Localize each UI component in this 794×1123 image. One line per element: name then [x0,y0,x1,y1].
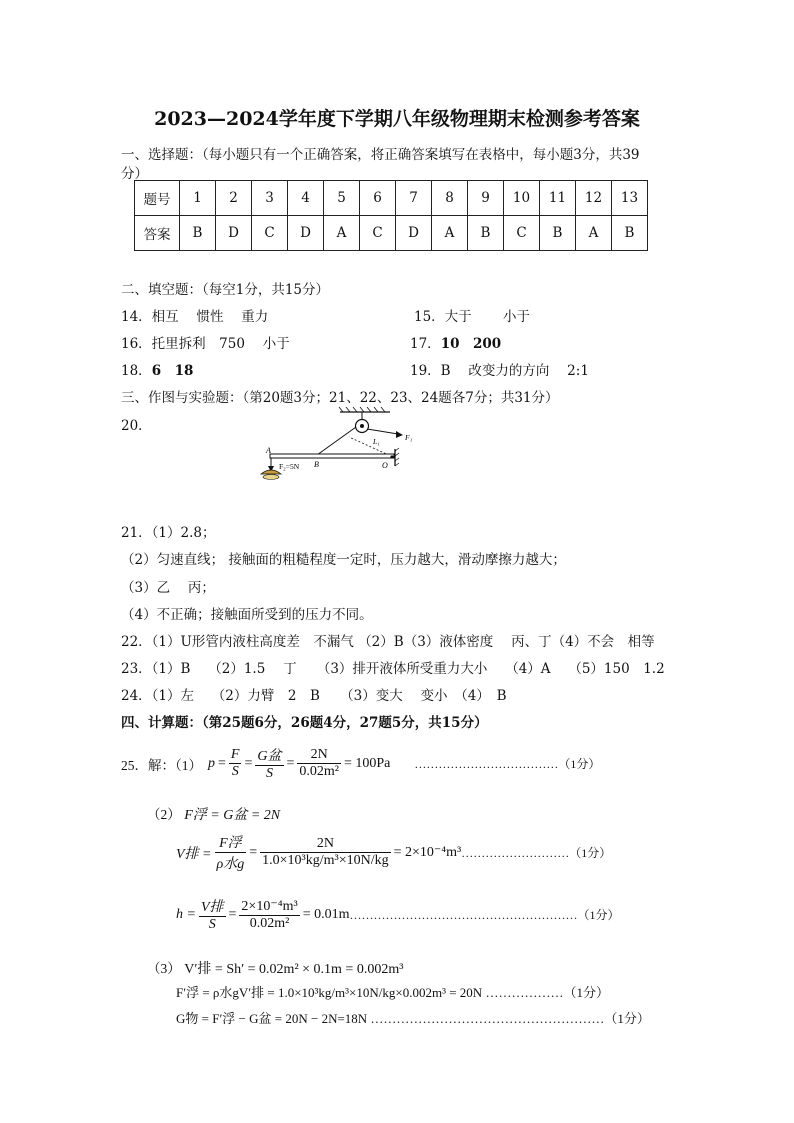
table-cell: 5 [324,181,360,216]
section-1-heading: 一、选择题：（每小题只有一个正确答案，将正确答案填写在表格中，每小题3分，共39 [121,147,640,163]
p2b-result: = 2×10⁻⁴m³ [393,845,462,860]
table-cell: 1 [180,181,216,216]
table-cell: 7 [396,181,432,216]
table-cell: B [540,216,576,251]
part3-label: （3） [147,961,181,976]
p2b-frac-values: $\frac{2N}{\text{1.0×10³kg/m³×10N/kg}}$ [262,836,389,868]
q18-answer: 6 18 [151,363,194,379]
table-cell: B [180,216,216,251]
table-cell: 8 [432,181,468,216]
section-4-heading: 四、计算题：（第25题6分，26题4分，27题5分，共15分） [121,715,488,731]
p2c-lhs: h = [176,906,196,922]
q17-number: 17． [410,336,441,352]
table-cell: C [504,216,540,251]
table-cell: 9 [468,181,504,216]
table-cell: D [216,216,252,251]
answer-q20: 20． [121,418,152,434]
answer-q21-2: （2）匀速直线； 接触面的粗糙程度一定时，压力越大，滑动摩擦力越大； [121,552,566,568]
p2c-frac-values: $\frac{\text{2×10⁻⁴m³}}{\text{0.02m²}}$ [241,898,298,931]
table-row-answers [135,216,648,251]
table-cell: A [576,216,612,251]
answer-q15: 15．大于 小于 [414,309,530,325]
answer-q17 [410,332,501,352]
answer-q21-1: 21．（1）2.8； [121,525,216,541]
p1-score: ………………………………（1分） [414,757,601,771]
answer-q21-3: （3）乙 丙； [121,580,215,596]
section-2-heading: 二、填空题：（每空1分，共15分） [121,282,330,298]
answer-q21-4: （4）不正确；接触面所受到的压力不同。 [121,607,373,623]
table-cell: 6 [360,181,396,216]
section-1-heading-cont: 分） [121,166,148,182]
p2b-frac-symbol: $\frac{\text{F浮}}{\text{ρ水g}}$ [215,832,247,873]
table-cell: A [324,216,360,251]
answer-q14: 14．相互 惯性 重力 [121,309,269,325]
table-cell: 12 [576,181,612,216]
p3c-equation: G物 = F′浮 − G盆 = 20N − 2N=18N ………………………………………………（1分） [176,1011,650,1026]
q25-part2-line1 [147,803,280,824]
page-title: 2023—2024学年度下学期八年级物理期末检测参考答案 [154,108,640,130]
p2c-result: = 0.01m [302,906,350,922]
answer-q16: 16．托里拆利 750 小于 [121,336,290,352]
table-cell: C [252,216,288,251]
table-cell: C [360,216,396,251]
answer-q23: 23．（1）B （2）1.5 丁 （3）排开液体所受重力大小 （4）A （5）150 1.2 [121,661,665,677]
table-cell: D [288,216,324,251]
answer-q24: 24．（1）左 （2）力臂 2 B （3）变大 变小 （4） B [121,688,507,704]
table-cell: B [612,216,648,251]
p1-frac-fs: $\frac{F}{S}$ [230,747,240,779]
table-cell: A [432,216,468,251]
row-label-question: 题号 [135,181,180,216]
table-cell: 10 [504,181,540,216]
answer-q19: 19．B 改变力的方向 2:1 [410,363,589,379]
p2a-equation: F浮 = G盆 = 2N [184,808,281,823]
table-cell: 2 [216,181,252,216]
q25-part2-line2: V排 = $\frac{\text{F浮}}{\text{ρ水g}}$ = $\frac{2N}{\text{1.0×10³kg/m³×10N/kg}}$ = 2×10⁻⁴m³ ………………………（1分） [176,832,611,873]
p2c-frac-symbol: $\frac{\text{V排}}{S}$ [199,896,226,933]
p1-result: = 100Pa [344,755,391,771]
label-l1: L₁ [373,437,380,446]
answer-q18 [121,359,193,379]
section-3-heading: 三、作图与实验题：（第20题3分；21、22、23、24题各7分；共31分） [121,390,559,406]
p1-frac-gs: $\frac{\text{G盆}}{S}$ [255,745,283,782]
p2c-score: …………………………………………………（1分） [349,908,620,922]
label-b: B [314,460,319,469]
p2b-score: ………………………（1分） [461,846,612,860]
label-a: A [266,446,271,455]
part2-label: （2） [147,807,181,822]
table-cell: 11 [540,181,576,216]
q18-number: 18． [121,363,152,379]
label-o: O [382,461,388,470]
answer-table [134,180,648,251]
table-cell: 4 [288,181,324,216]
table-cell: D [396,216,432,251]
table-cell: 3 [252,181,288,216]
q25-part3-line1 [147,957,403,978]
p1-frac-values: $\frac{2N}{\text{0.02m²}}$ [299,747,339,779]
label-f2: F₂=5N [279,462,300,471]
answer-q22: 22．（1）U形管内液柱高度差 不漏气 （2）B（3）液体密度 丙、丁（4）不会 相等 [121,634,655,650]
p3b-equation: F′浮 = ρ水gV′排 = 1.0×10³kg/m³×10N/kg×0.002m³ = 20N ………………（1分） [176,985,609,1000]
row-label-answer: 答案 [135,216,180,251]
q25-part1: 25．解：（1） p = $\frac{F}{S}$ = $\frac{\text{G盆}}{S}$ = $\frac{2N}{\text{0.02m²}}$ = 100Pa ………………………………（1分） [121,747,601,781]
lever-diagram [255,406,420,484]
label-f1: F₁ [405,433,413,442]
p3a-equation: V′排 = Sh′ = 0.02m² × 0.1m = 0.002m³ [184,962,404,977]
p2b-lhs: V排 = [176,846,212,862]
table-row-numbers [135,181,648,216]
table-cell: B [468,216,504,251]
p1-lhs: p [208,755,215,771]
table-cell: 13 [612,181,648,216]
q17-answer: 10 200 [440,336,502,352]
q25-part2-line3: h = $\frac{\text{V排}}{S}$ = $\frac{\text{2×10⁻⁴m³}}{\text{0.02m²}}$ = 0.01m …………………………………………………（1分） [176,896,620,933]
q25-prefix: 25．解：（1） [121,757,202,773]
